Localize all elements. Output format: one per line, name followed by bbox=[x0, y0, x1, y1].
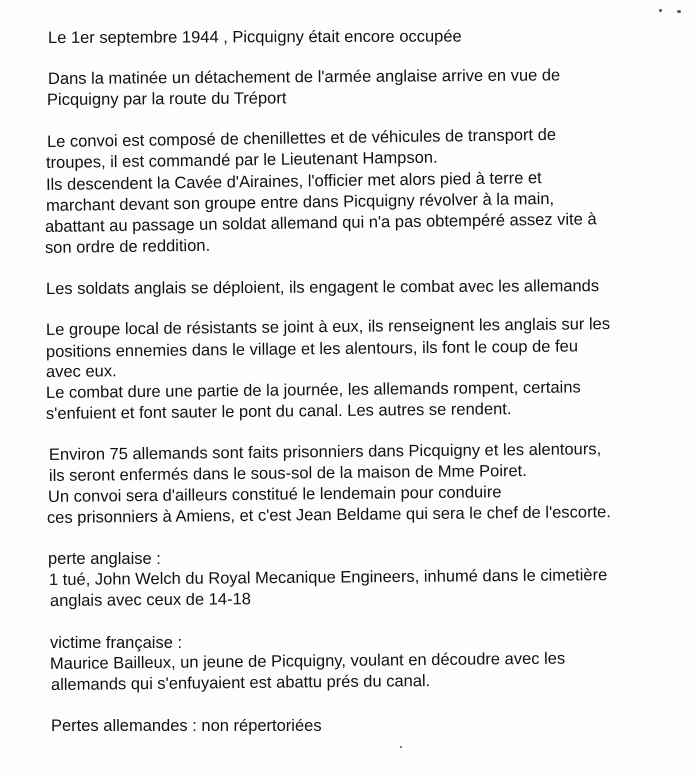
document-line: abattant au passage un soldat allemand qui n'a pas obtempéré assez vite à bbox=[44, 210, 597, 236]
document-line: victime française : bbox=[50, 634, 183, 652]
document-line: son ordre de reddition. bbox=[44, 236, 211, 257]
scan-dust-speck bbox=[659, 9, 662, 12]
document-line: Un convoi sera d'ailleurs constitué le lendemain pour conduire bbox=[47, 483, 502, 506]
document-line: Le combat dure une partie de la journée, les allemands rompent, certains bbox=[45, 378, 581, 402]
document-line: anglais avec ceux de 14-18 bbox=[49, 590, 251, 610]
document-line: Environ 75 allemands sont faits prisonniers dans Picquigny et les alentours, bbox=[48, 440, 602, 464]
document-line: 1 tué, John Welch du Royal Mecanique Engineers, inhumé dans le cimetière bbox=[48, 566, 608, 589]
document-line: Le convoi est composé de chenillettes et de véhicules de transport de bbox=[46, 125, 557, 151]
document-line: avec eux. bbox=[45, 362, 117, 381]
document-line: troupes, il est commandé par le Lieutenant Hampson. bbox=[45, 148, 438, 172]
document-line: Le groupe local de résistants se joint à eux, ils renseignent les anglais sur les bbox=[45, 315, 611, 339]
scan-dust-speck bbox=[400, 746, 402, 748]
document-line: Picquigny par la route du Tréport bbox=[46, 89, 287, 109]
document-line: s'enfuient et font sauter le pont du canal. Les autres se rendent. bbox=[45, 400, 512, 423]
scan-dust-speck bbox=[677, 10, 681, 13]
document-line: marchant devant son groupe entre dans Picquigny révolver à la main, bbox=[45, 189, 555, 215]
document-line: ces prisonniers à Amiens, et c'est Jean Beldame qui sera le chef de l'escorte. bbox=[46, 503, 611, 527]
document-line: perte anglaise : bbox=[48, 550, 161, 568]
document-line: Ils descendent la Cavée d'Airaines, l'officier met alors pied à terre et bbox=[45, 169, 542, 194]
document-line: Le 1er septembre 1944 , Picquigny était encore occupée bbox=[47, 27, 462, 47]
document-line: Pertes allemandes : non répertoriées bbox=[51, 717, 322, 735]
document-line: positions ennemies dans le village et les alentours, ils font le coup de feu bbox=[45, 337, 579, 361]
document-line: Dans la matinée un détachement de l'armée anglaise arrive en vue de bbox=[47, 66, 561, 88]
document-line: Maurice Bailleux, un jeune de Picquigny, voulant en découdre avec les bbox=[49, 649, 566, 673]
document-line: ils seront enfermés dans le sous-sol de la maison de Mme Poiret. bbox=[48, 461, 527, 485]
document-line: allemands qui s'enfuyaient est abattu prés du canal. bbox=[50, 672, 431, 694]
document-line: Les soldats anglais se déploient, ils engagent le combat avec les allemands bbox=[45, 277, 600, 298]
